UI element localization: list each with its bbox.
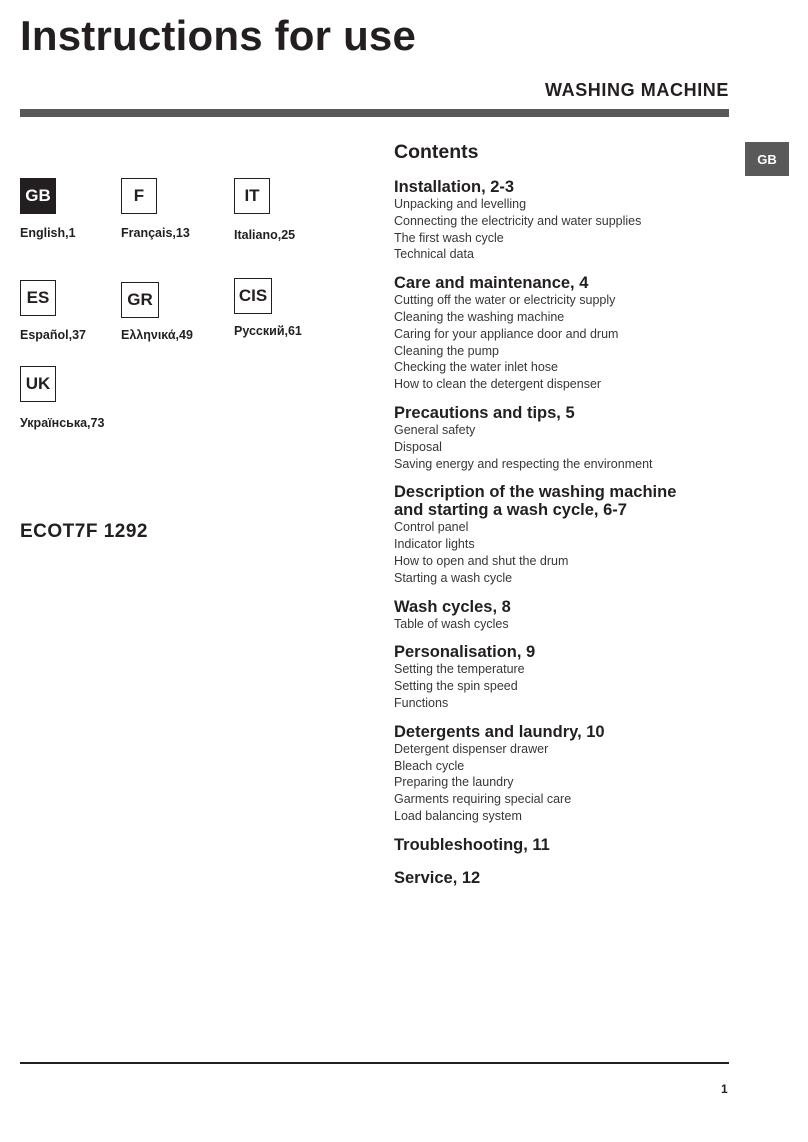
contents-heading: Contents — [394, 141, 479, 163]
language-label: Русский,61 — [234, 324, 302, 338]
toc-item[interactable]: General safety — [394, 422, 476, 437]
toc-item[interactable]: Table of wash cycles — [394, 616, 509, 631]
toc-section-detergents — [394, 723, 734, 825]
toc-section-troubleshooting — [394, 836, 734, 854]
toc-item[interactable]: Checking the water inlet hose — [394, 360, 558, 375]
toc-section-title[interactable]: Description of the washing machine — [394, 483, 677, 502]
language-side-tab: GB — [745, 142, 789, 176]
toc-item[interactable]: Unpacking and levelling — [394, 197, 527, 211]
toc-item[interactable]: How to clean the detergent dispenser — [394, 377, 602, 392]
language-code-box: GB — [20, 178, 56, 214]
toc-item[interactable]: Connecting the electricity and water supplies — [394, 213, 642, 228]
header-divider — [20, 109, 729, 117]
footer-divider — [20, 1062, 729, 1064]
language-gr[interactable] — [121, 282, 221, 342]
page-number: 1 — [721, 1082, 728, 1096]
toc-section-title[interactable]: Installation, 2-3 — [394, 178, 515, 196]
toc-section-title[interactable]: Precautions and tips, 5 — [394, 403, 575, 422]
document-title: Instructions for use — [20, 12, 417, 59]
language-label: Ελληνικά,49 — [121, 328, 193, 342]
toc-item[interactable]: Caring for your appliance door and drum — [394, 326, 619, 341]
toc-section-installation — [394, 178, 734, 263]
toc-item[interactable]: Load balancing system — [394, 808, 522, 823]
toc-item[interactable]: The first wash cycle — [394, 230, 504, 245]
language-code-box: GR — [121, 282, 159, 318]
language-label: Español,37 — [20, 328, 86, 342]
toc-item[interactable]: Garments requiring special care — [394, 792, 572, 807]
toc-item[interactable]: Detergent dispenser drawer — [394, 741, 549, 756]
toc-section-care — [394, 274, 734, 393]
toc-section-title[interactable]: Care and maintenance, 4 — [394, 274, 589, 293]
toc-section-title[interactable]: Personalisation, 9 — [394, 643, 536, 662]
toc-item[interactable]: Cleaning the washing machine — [394, 309, 565, 324]
language-code-box: CIS — [234, 278, 272, 314]
language-code-box: ES — [20, 280, 56, 316]
toc-section-precautions — [394, 404, 734, 472]
toc-section-description — [394, 483, 734, 586]
toc-item[interactable]: Control panel — [394, 520, 469, 535]
language-f[interactable] — [121, 178, 221, 240]
language-uk[interactable] — [20, 366, 120, 430]
toc-section-title[interactable]: Service, 12 — [394, 868, 481, 887]
toc-section-title-continued[interactable]: and starting a wash cycle, 6-7 — [394, 501, 627, 520]
language-label: Français,13 — [121, 226, 190, 240]
language-code-box: F — [121, 178, 157, 214]
toc-item[interactable]: Bleach cycle — [394, 758, 465, 773]
toc-item[interactable]: Saving energy and respecting the environment — [394, 456, 653, 471]
document-subtitle: WASHING MACHINE — [545, 80, 729, 100]
toc-item[interactable]: Starting a wash cycle — [394, 570, 513, 585]
toc-section-personalisation — [394, 643, 734, 711]
toc-item[interactable]: Technical data — [394, 247, 474, 262]
language-label: Italiano,25 — [234, 228, 296, 242]
toc-section-title[interactable]: Detergents and laundry, 10 — [394, 722, 605, 741]
toc-item[interactable]: Cutting off the water or electricity supply — [394, 293, 616, 308]
toc-section-wash-cycles — [394, 598, 734, 633]
language-gb[interactable] — [20, 178, 120, 240]
toc-item[interactable]: Functions — [394, 695, 449, 710]
toc-item[interactable]: Disposal — [394, 439, 442, 454]
language-code-box: UK — [20, 366, 56, 402]
toc-item[interactable]: Preparing the laundry — [394, 775, 514, 790]
model-number: ECOT7F 1292 — [20, 521, 148, 542]
toc-item[interactable]: Setting the spin speed — [394, 679, 518, 694]
language-code-box: IT — [234, 178, 270, 214]
language-cis[interactable] — [234, 278, 334, 338]
toc-item[interactable]: Indicator lights — [394, 537, 475, 552]
language-es[interactable] — [20, 280, 120, 342]
toc-section-title[interactable]: Wash cycles, 8 — [394, 597, 511, 616]
toc-item[interactable]: Cleaning the pump — [394, 343, 499, 358]
language-label: English,1 — [20, 226, 76, 240]
table-of-contents — [394, 140, 734, 898]
toc-item[interactable]: How to open and shut the drum — [394, 553, 569, 568]
toc-section-service — [394, 869, 734, 887]
toc-section-title[interactable]: Troubleshooting, 11 — [394, 835, 550, 854]
language-label: Українська,73 — [20, 416, 105, 430]
language-it[interactable] — [234, 178, 334, 242]
toc-item[interactable]: Setting the temperature — [394, 662, 525, 677]
